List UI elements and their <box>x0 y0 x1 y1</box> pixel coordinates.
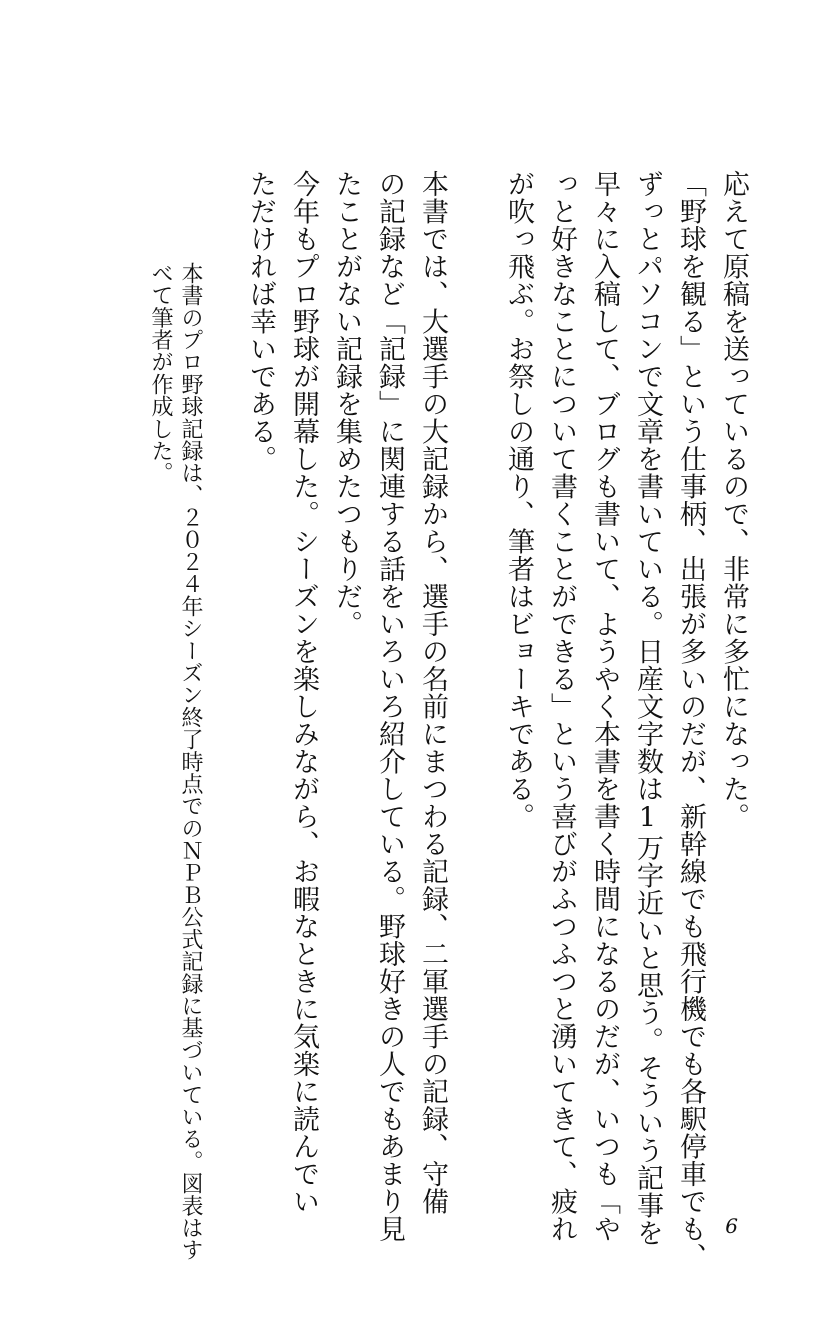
footnote: 本書のプロ野球記録は、２０２４年シーズン終了時点でのＮＰＢ公式記録に基づいている。図表はす べて筆者が作成した。 <box>148 262 203 1261</box>
page-number: 6 <box>725 1214 738 1238</box>
body-text: 応えて原稿を送っているので、非常に多忙になった。 「野球を観る」という仕事柄、出張が多いのだが、新幹線でも飛行機でも各駅停車でも、 ずっとパソコンで文章を書いている。日産文字数は1万字近いと思う。そういう記事を 早々に入稿して、ブログも書いて、ようやく本書を書く時間になるのだが、いつも「や っと好きなことについて書くことができる」という喜びがふつふつと湧いてきて、疲れ が吹っ飛ぶ。お祭しの通り、筆者はビョーキである。 本書では、大選手の大記録から、選手の名前にまつわる記録、二軍選手の記録、守備 の記録など「記録」に関連する話をいろいろ紹介している。野球好きの人でもあまり見 たことがない記録を集めたつもりだ。 今年もプロ野球が開幕した。シーズンを楽しみながら、お暇なときに気楽に読んでい ただければ幸いである。 <box>245 170 749 1270</box>
